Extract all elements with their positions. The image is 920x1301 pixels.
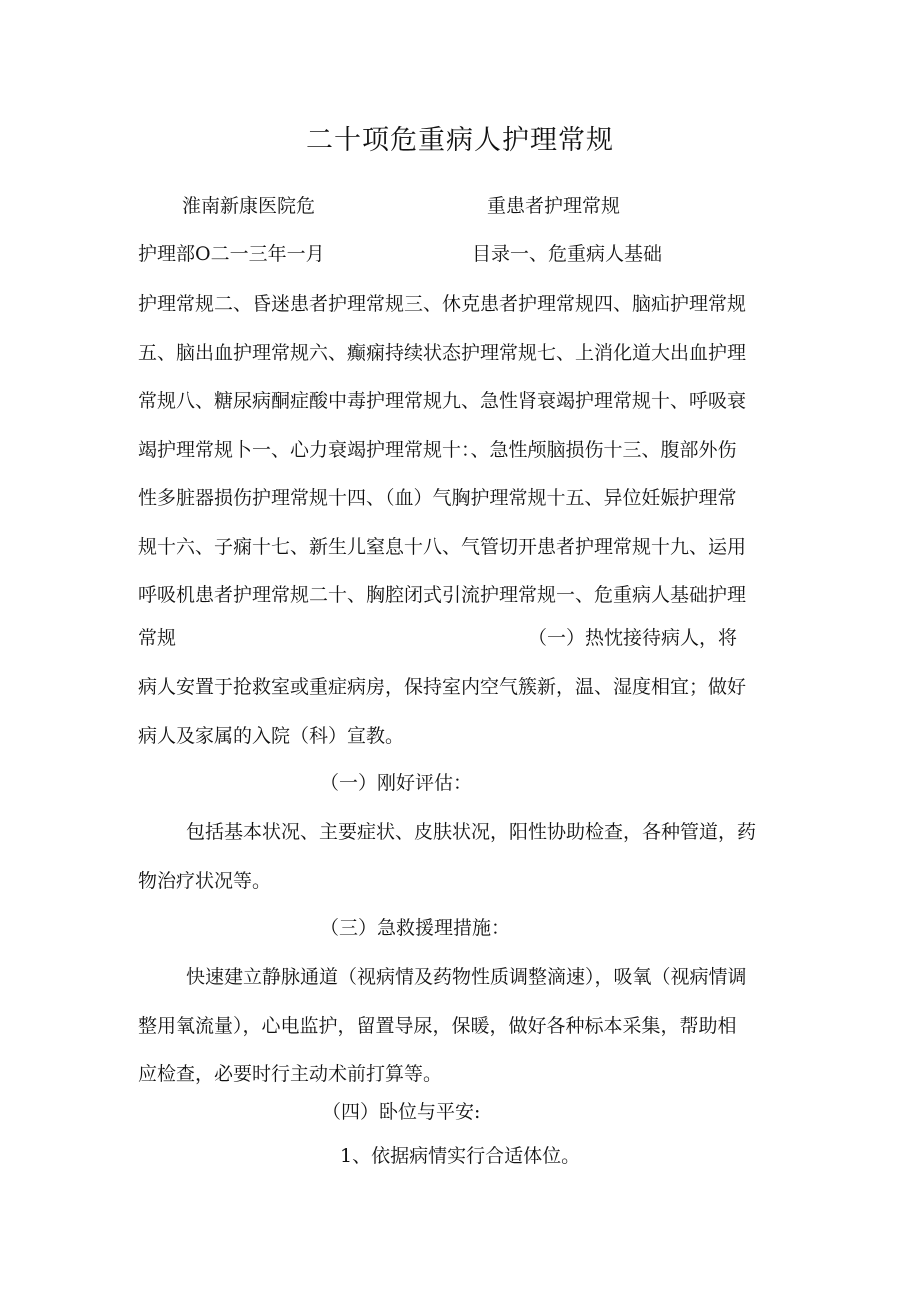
toc-line: 性多脏器损伤护理常规十四、（血）气胸护理常规十五、异位妊娠护理常	[138, 487, 737, 509]
paragraph-line: 快速建立静脉通道（视病情及药物性质调整滴速），吸氧（视病情调	[186, 966, 747, 988]
section1-heading: （一）热忱接待病人，将	[528, 627, 738, 649]
toc-body	[138, 280, 788, 620]
paragraph-line: 整用氧流量），心电监护，留置导尿，保暖，做好各种标本采集，帮助相	[138, 1014, 737, 1037]
paragraph-line: 包括基本状况、主要症状、皮肤状况，阳性协助检查，各种管道，药	[186, 821, 757, 843]
paragraph-line: 物治疗状况等。	[138, 869, 272, 892]
paragraph-line: 应检查，必要时行主动术前打算等。	[138, 1063, 443, 1085]
paragraph-line: 病人安置于抢救室或重症病房，保持室内空气簇新，温、湿度相宜；做好	[138, 676, 747, 698]
hospital-name: 淮南新康医院危	[182, 195, 316, 217]
section3-heading: （三）急救援理措施：	[320, 917, 511, 939]
toc-line: 规十六、子痫十七、新生儿窒息十八、气管切开患者护理常规十九、运用	[138, 535, 747, 558]
toc-line: 竭护理常规卜一、心力衰竭护理常规十：、急性颅脑损伤十三、腹部外伤	[138, 438, 737, 461]
section4-item-1: 1、依据病情实行合适体位。	[340, 1145, 581, 1167]
section2-body	[138, 808, 788, 905]
section3-body	[138, 953, 788, 1099]
toc-line: 呼吸机患者护理常规二十、胸腔闭式引流护理常规一、危重病人基础护理	[138, 584, 747, 606]
section2-heading: （一）刚好评估：	[320, 772, 473, 794]
paragraph-line: 病人及家属的入院（科）宣教。	[138, 724, 405, 747]
toc-line: 护理常规二、昏迷患者护理常规三、休克患者护理常规四、脑疝护理常规	[138, 293, 747, 315]
toc-line: 常规八、糖尿病酮症酸中毒护理常规九、急性肾衰竭护理常规十、呼吸衰	[138, 390, 747, 412]
document-subtitle: 重患者护理常规	[487, 195, 621, 217]
toc-start: 目录一、危重病人基础	[472, 243, 663, 265]
toc-line: 五、脑出血护理常规六、癫痫持续状态护理常规七、上消化道大出血护理	[138, 341, 747, 364]
section4-heading: （四）卧位与平安:	[322, 1101, 481, 1123]
document-title: 二十项危重病人护理常规	[306, 125, 614, 156]
toc-end: 常规	[138, 627, 177, 649]
section1-body	[138, 663, 788, 760]
department-date: 护理部O二一三年一月	[138, 243, 325, 265]
